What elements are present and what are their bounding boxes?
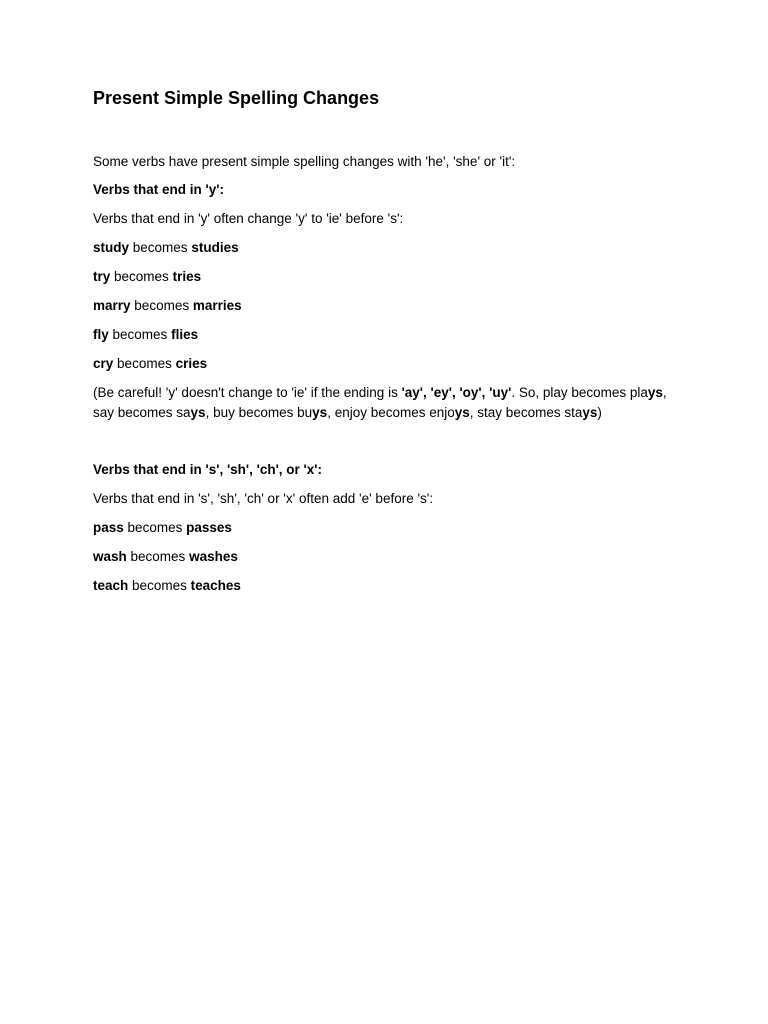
section-s-heading <box>93 460 322 480</box>
note-text: , enjoy becomes enjo <box>327 405 455 420</box>
example-result: marries <box>192 298 242 313</box>
example-connector: becomes <box>132 578 187 593</box>
section-s-heading-text: Verbs that end in 's', 'sh', 'ch', or 'x': <box>93 462 322 477</box>
note-text: , buy becomes bu <box>205 405 313 420</box>
example-connector: becomes <box>132 240 188 255</box>
example-base: teach <box>93 578 129 593</box>
note-ending-bold: ys <box>454 405 470 420</box>
example-base: pass <box>93 520 124 535</box>
example-connector: becomes <box>134 298 190 313</box>
section-s-rule: Verbs that end in 's', 'sh', 'ch' or 'x' often add 'e' before 's': <box>93 491 434 506</box>
section-y-heading-text: Verbs that end in 'y': <box>93 182 224 197</box>
note-ending-bold: ys <box>647 385 663 400</box>
example-base: fly <box>93 327 109 342</box>
note-ending-bold: ys <box>190 405 206 420</box>
example-result: passes <box>186 520 232 535</box>
example-row <box>93 325 198 345</box>
example-row <box>93 547 238 567</box>
note-ending-bold: ys <box>312 405 328 420</box>
note-ending-bold: ys <box>582 405 598 420</box>
example-connector: becomes <box>117 356 172 371</box>
example-connector: becomes <box>127 520 183 535</box>
page-title: Present Simple Spelling Changes <box>93 88 380 108</box>
example-base: try <box>93 269 111 284</box>
note-text: ) <box>597 405 602 420</box>
example-connector: becomes <box>114 269 169 284</box>
section-y-heading <box>93 180 224 200</box>
example-row <box>93 576 241 596</box>
example-base: marry <box>93 298 131 313</box>
example-row <box>93 238 239 258</box>
example-base: study <box>93 240 130 255</box>
section-y-rule: Verbs that end in 'y' often change 'y' to 'ie' before 's': <box>93 211 404 226</box>
example-base: wash <box>93 549 127 564</box>
example-row <box>93 354 207 374</box>
example-result: washes <box>189 549 238 564</box>
example-result: studies <box>191 240 239 255</box>
note-text: , say becomes sa <box>93 385 667 420</box>
example-result: teaches <box>190 578 241 593</box>
note-text: . So, play becomes pla <box>511 385 648 400</box>
example-connector: becomes <box>112 327 168 342</box>
note-text: , stay becomes sta <box>469 405 583 420</box>
example-base: cry <box>93 356 114 371</box>
example-result: tries <box>172 269 202 284</box>
note-endings: 'ay', 'ey', 'oy', 'uy' <box>401 385 512 400</box>
caution-note <box>93 383 668 423</box>
example-connector: becomes <box>130 549 186 564</box>
example-row <box>93 296 242 316</box>
note-text: (Be careful! 'y' doesn't change to 'ie' if the ending is <box>93 385 402 400</box>
example-result: cries <box>175 356 208 371</box>
example-row <box>93 267 201 287</box>
intro-text: Some verbs have present simple spelling changes with 'he', 'she' or 'it': <box>93 154 516 169</box>
example-row <box>93 518 232 538</box>
example-result: flies <box>171 327 199 342</box>
